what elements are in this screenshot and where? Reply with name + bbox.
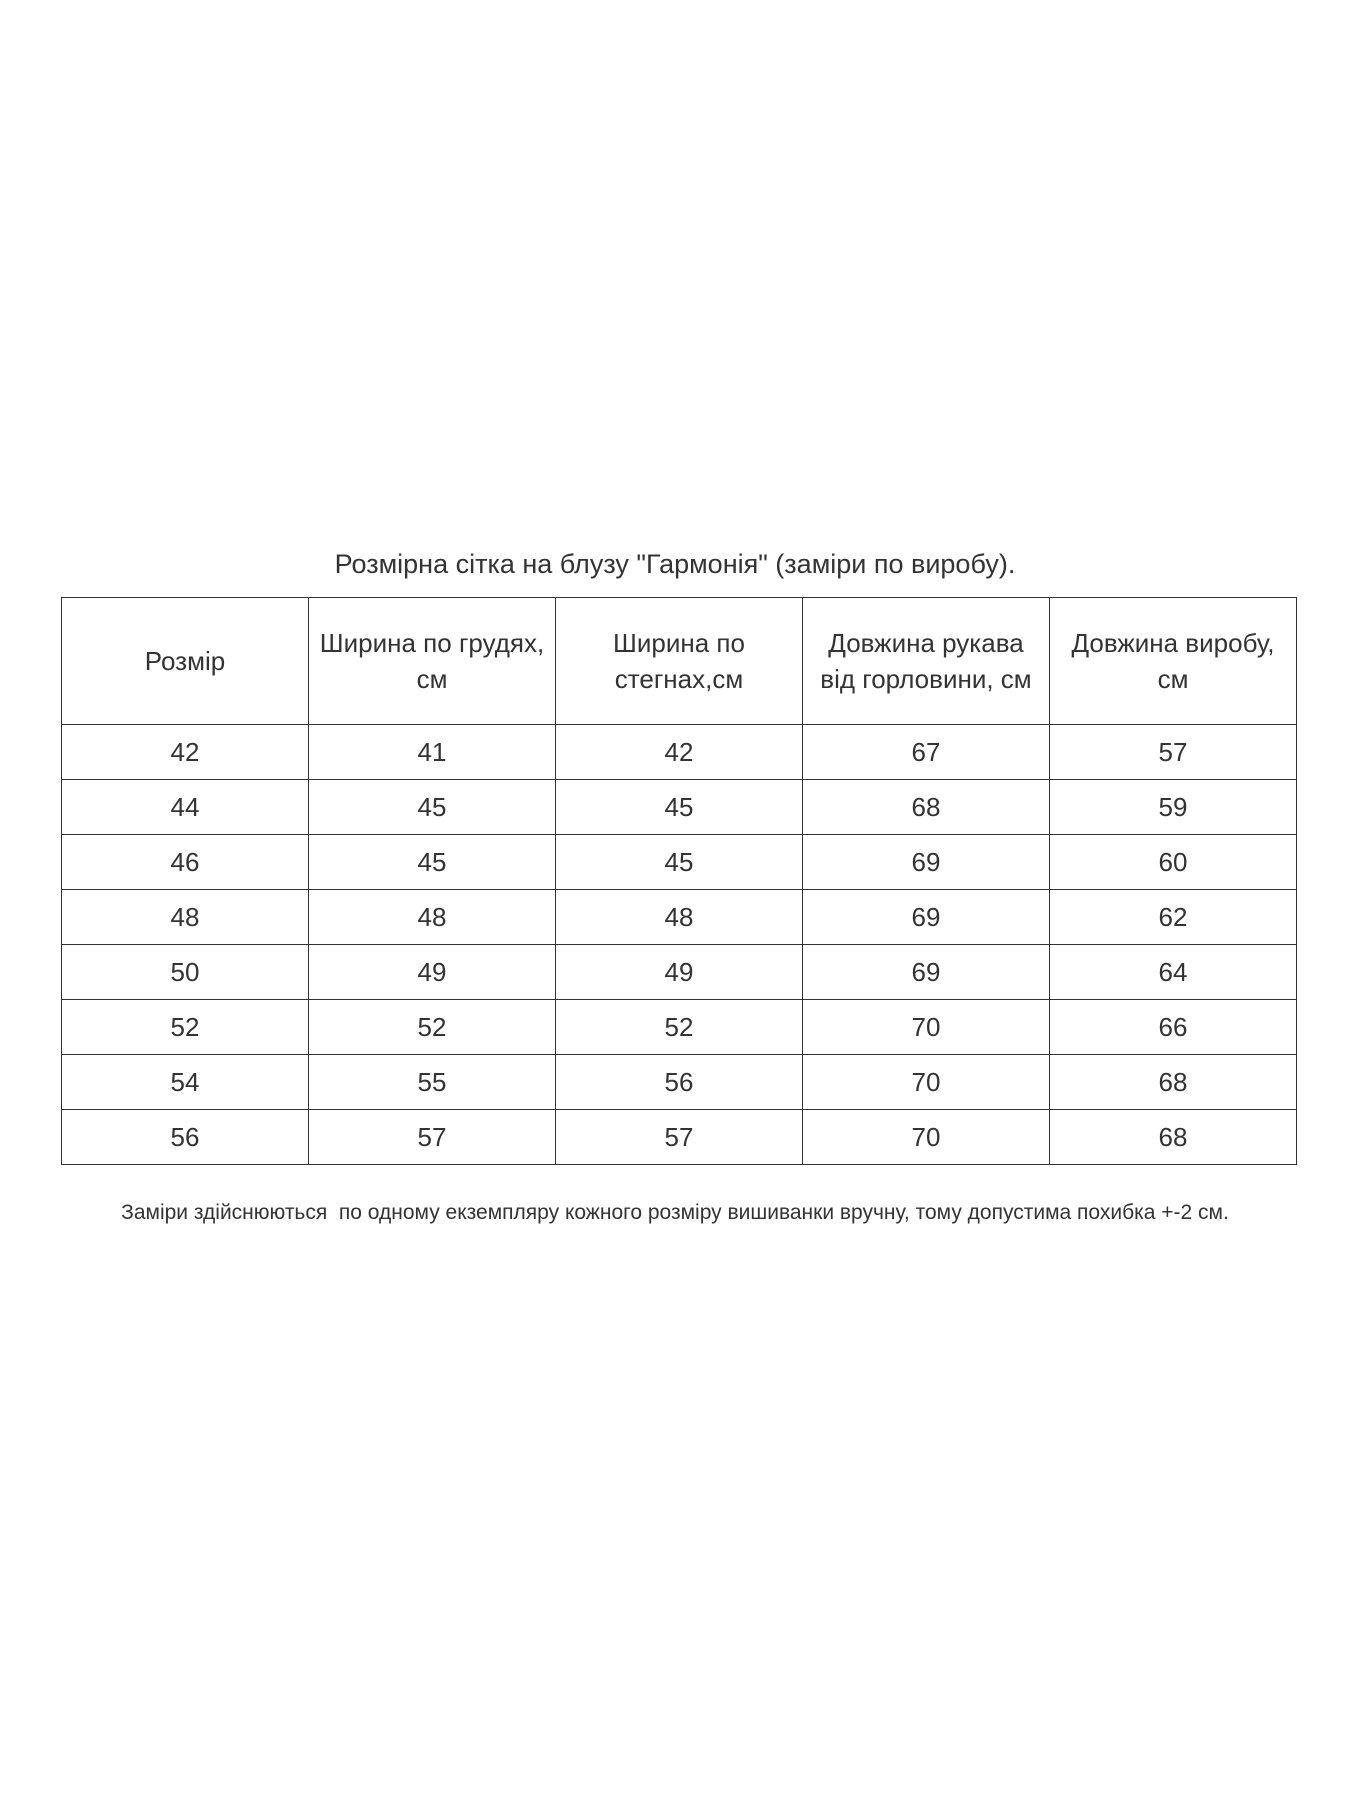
header-chest-width: Ширина по грудях, см: [309, 598, 556, 725]
table-row: [62, 1055, 1297, 1110]
cell-sleeve-length: 70: [803, 1055, 1050, 1110]
cell-garment-length: 68: [1050, 1110, 1297, 1165]
size-chart-title: Розмірна сітка на блузу "Гармонія" (заміри по виробу).: [334, 549, 1016, 579]
cell-garment-length: 66: [1050, 1000, 1297, 1055]
cell-hip-width: 57: [556, 1110, 803, 1165]
cell-garment-length: 60: [1050, 835, 1297, 890]
table-row: [62, 890, 1297, 945]
cell-size: 50: [62, 945, 309, 1000]
cell-sleeve-length: 67: [803, 725, 1050, 780]
cell-chest-width: 41: [309, 725, 556, 780]
table-row: [62, 725, 1297, 780]
cell-sleeve-length: 70: [803, 1110, 1050, 1165]
cell-garment-length: 57: [1050, 725, 1297, 780]
header-garment-length: Довжина виробу, см: [1050, 598, 1297, 725]
cell-size: 44: [62, 780, 309, 835]
cell-hip-width: 52: [556, 1000, 803, 1055]
cell-chest-width: 49: [309, 945, 556, 1000]
cell-sleeve-length: 69: [803, 835, 1050, 890]
cell-garment-length: 68: [1050, 1055, 1297, 1110]
cell-sleeve-length: 69: [803, 890, 1050, 945]
header-size: Розмір: [62, 598, 309, 725]
cell-sleeve-length: 68: [803, 780, 1050, 835]
table-body: [62, 725, 1297, 1165]
cell-garment-length: 62: [1050, 890, 1297, 945]
cell-size: 48: [62, 890, 309, 945]
size-table: [61, 597, 1297, 1165]
cell-chest-width: 57: [309, 1110, 556, 1165]
cell-garment-length: 64: [1050, 945, 1297, 1000]
table-row: [62, 1000, 1297, 1055]
cell-hip-width: 49: [556, 945, 803, 1000]
cell-chest-width: 48: [309, 890, 556, 945]
cell-hip-width: 42: [556, 725, 803, 780]
cell-size: 42: [62, 725, 309, 780]
cell-sleeve-length: 69: [803, 945, 1050, 1000]
cell-hip-width: 45: [556, 780, 803, 835]
cell-chest-width: 45: [309, 835, 556, 890]
cell-chest-width: 52: [309, 1000, 556, 1055]
cell-size: 46: [62, 835, 309, 890]
table-header-row: [62, 598, 1297, 725]
cell-size: 56: [62, 1110, 309, 1165]
measurement-note: Заміри здійснюються по одному екземпляру кожного розміру вишиванки вручну, тому допустима похибка +-2 см.: [121, 1201, 1229, 1224]
cell-size: 54: [62, 1055, 309, 1110]
table-row: [62, 945, 1297, 1000]
cell-size: 52: [62, 1000, 309, 1055]
cell-hip-width: 56: [556, 1055, 803, 1110]
table-row: [62, 1110, 1297, 1165]
header-hip-width: Ширина по стегнах,см: [556, 598, 803, 725]
table-row: [62, 835, 1297, 890]
cell-garment-length: 59: [1050, 780, 1297, 835]
cell-sleeve-length: 70: [803, 1000, 1050, 1055]
cell-chest-width: 55: [309, 1055, 556, 1110]
cell-hip-width: 45: [556, 835, 803, 890]
header-sleeve-length: Довжина рукава від горловини, см: [803, 598, 1050, 725]
table-row: [62, 780, 1297, 835]
cell-hip-width: 48: [556, 890, 803, 945]
cell-chest-width: 45: [309, 780, 556, 835]
